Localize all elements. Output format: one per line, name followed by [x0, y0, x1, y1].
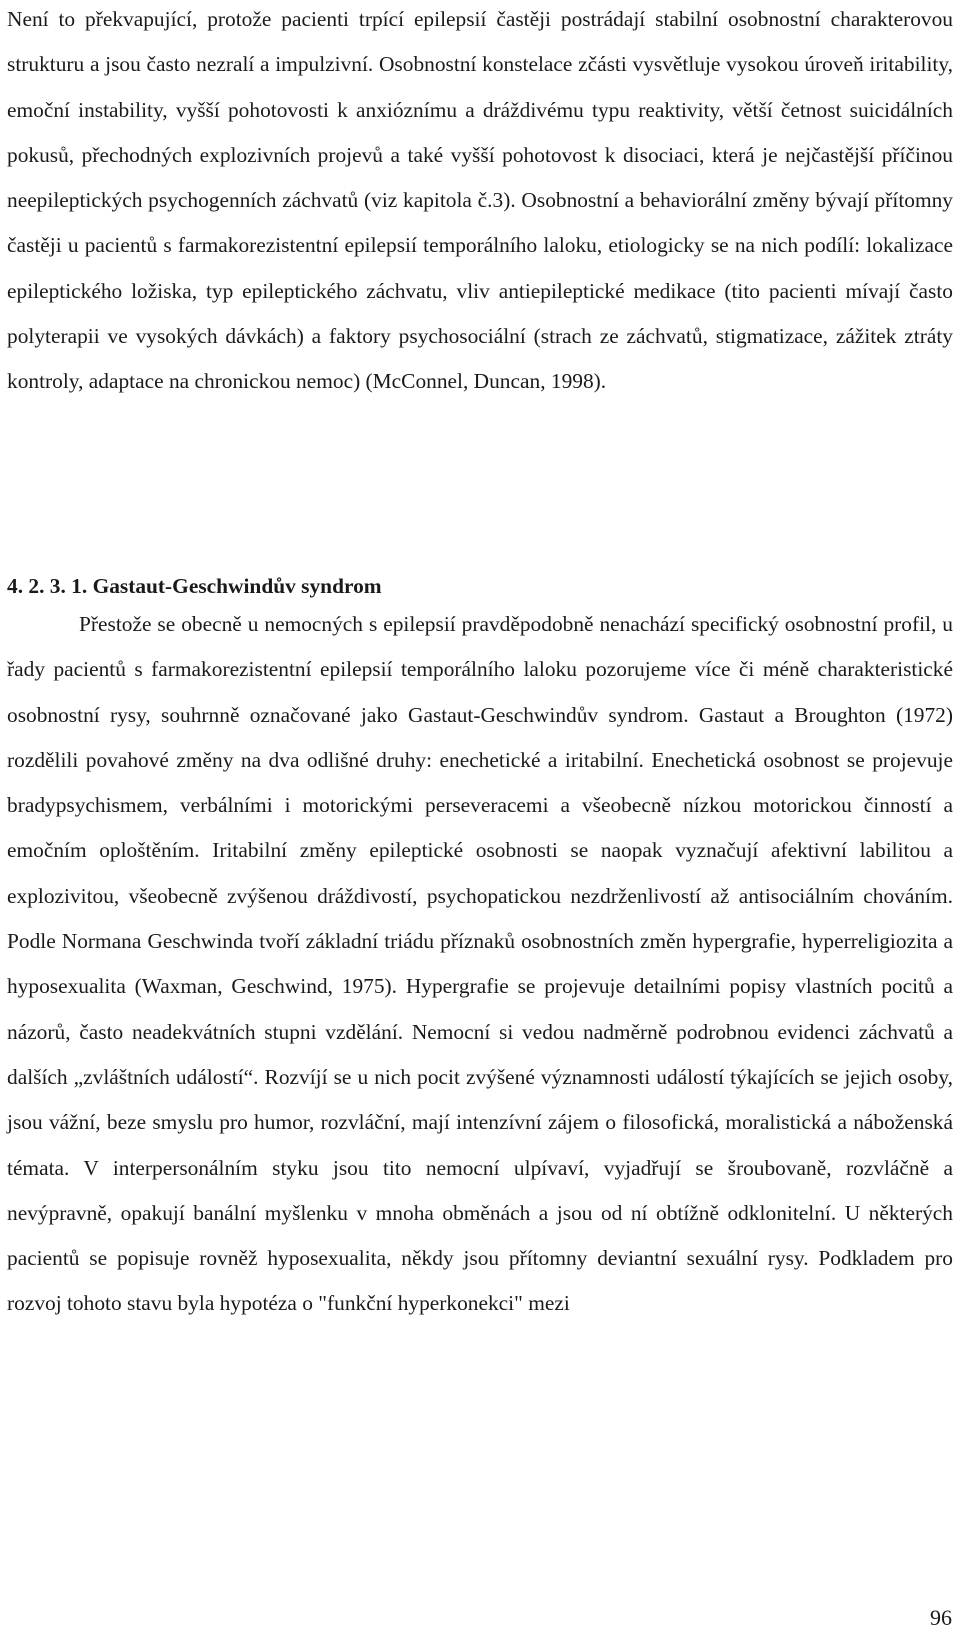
section-heading: 4. 2. 3. 1. Gastaut-Geschwindův syndrom — [7, 574, 382, 598]
section-paragraph: Přestože se obecně u nemocných s epilepsií pravděpodobně nenachází specifický osobnostní profil, u řady pacientů s farmakorezistentní epilepsií temporálního laloku pozorujeme více či méně charakteristické osobnostní rysy, souhrnně označované jako Gastaut-Geschwindův syndrom. Gastaut a Broughton (1972) rozdělili povahové změny na dva odlišné druhy: enechetické a iritabilní. Enechetická osobnost se projevuje bradypsychismem, verbálními i motorickými perseveracemi a všeobecně nízkou motorickou činností a emočním oploštěním. Iritabilní změny epileptické osobnosti se naopak vyznačují afektivní labilitou a explozivitou, všeobecně zvýšenou dráždivostí, psychopatickou nezdrženlivostí až antisociálním chováním. Podle Normana Geschwinda tvoří základní triádu příznaků osobnostních změn hypergrafie, hyperreligiozita a hyposexualita (Waxman, Geschwind, 1975). Hypergrafie se projevuje detailními popisy vlastních pocitů a názorů, často neadekvátních stupni vzdělání. Nemocní si vedou nadměrně podrobnou evidenci záchvatů a dalších „zvláštních událostí“. Rozvíjí se u nich pocit zvýšené významnosti událostí týkajících se jejich osoby, jsou vážní, beze smyslu pro humor, rozvláční, mají intenzívní zájem o filosofická, moralistická a náboženská témata. V interpersonálním styku jsou tito nemocní ulpívaví, vyjadřují se šroubovaně, rozvláčně a nevýpravně, opakují banální myšlenku v mnoha obměnách a jsou od ní obtížně odklonitelní. U některých pacientů se popisuje rovněž hyposexualita, někdy jsou přítomny deviantní sexuální rysy. Podkladem pro rozvoj tohoto stavu byla hypotéza o "funkční hyperkonekci" mezi — [7, 612, 953, 1316]
page-number: 96 — [930, 1605, 952, 1630]
text-block-section — [7, 602, 953, 1327]
paragraph-continued: Není to překvapující, protože pacienti trpící epilepsií častěji postrádají stabilní osobnostní charakterovou strukturu a jsou často nezralí a impulzivní. Osobnostní konstelace zčásti vysvětluje vysokou úroveň iritability, emoční instability, vyšší pohotovosti k anxióznímu a dráždivému typu reaktivity, větší četnost suicidálních pokusů, přechodných explozivních projevů a také vyšší pohotovost k disociaci, která je nejčastější příčinou neepileptických psychogenních záchvatů (viz kapitola č.3). Osobnostní a behaviorální změny bývají přítomny častěji u pacientů s farmakorezistentní epilepsií temporálního laloku, etiologicky se na nich podílí: lokalizace epileptického ložiska, typ epileptického záchvatu, vliv antiepileptické medikace (tito pacienti mívají často polyterapii ve vysokých dávkách) a faktory psychosociální (strach ze záchvatů, stigmatizace, zážitek ztráty kontroly, adaptace na chronickou nemoc) (McConnel, Duncan, 1998). — [7, 7, 953, 394]
text-block-continued — [7, 0, 953, 405]
